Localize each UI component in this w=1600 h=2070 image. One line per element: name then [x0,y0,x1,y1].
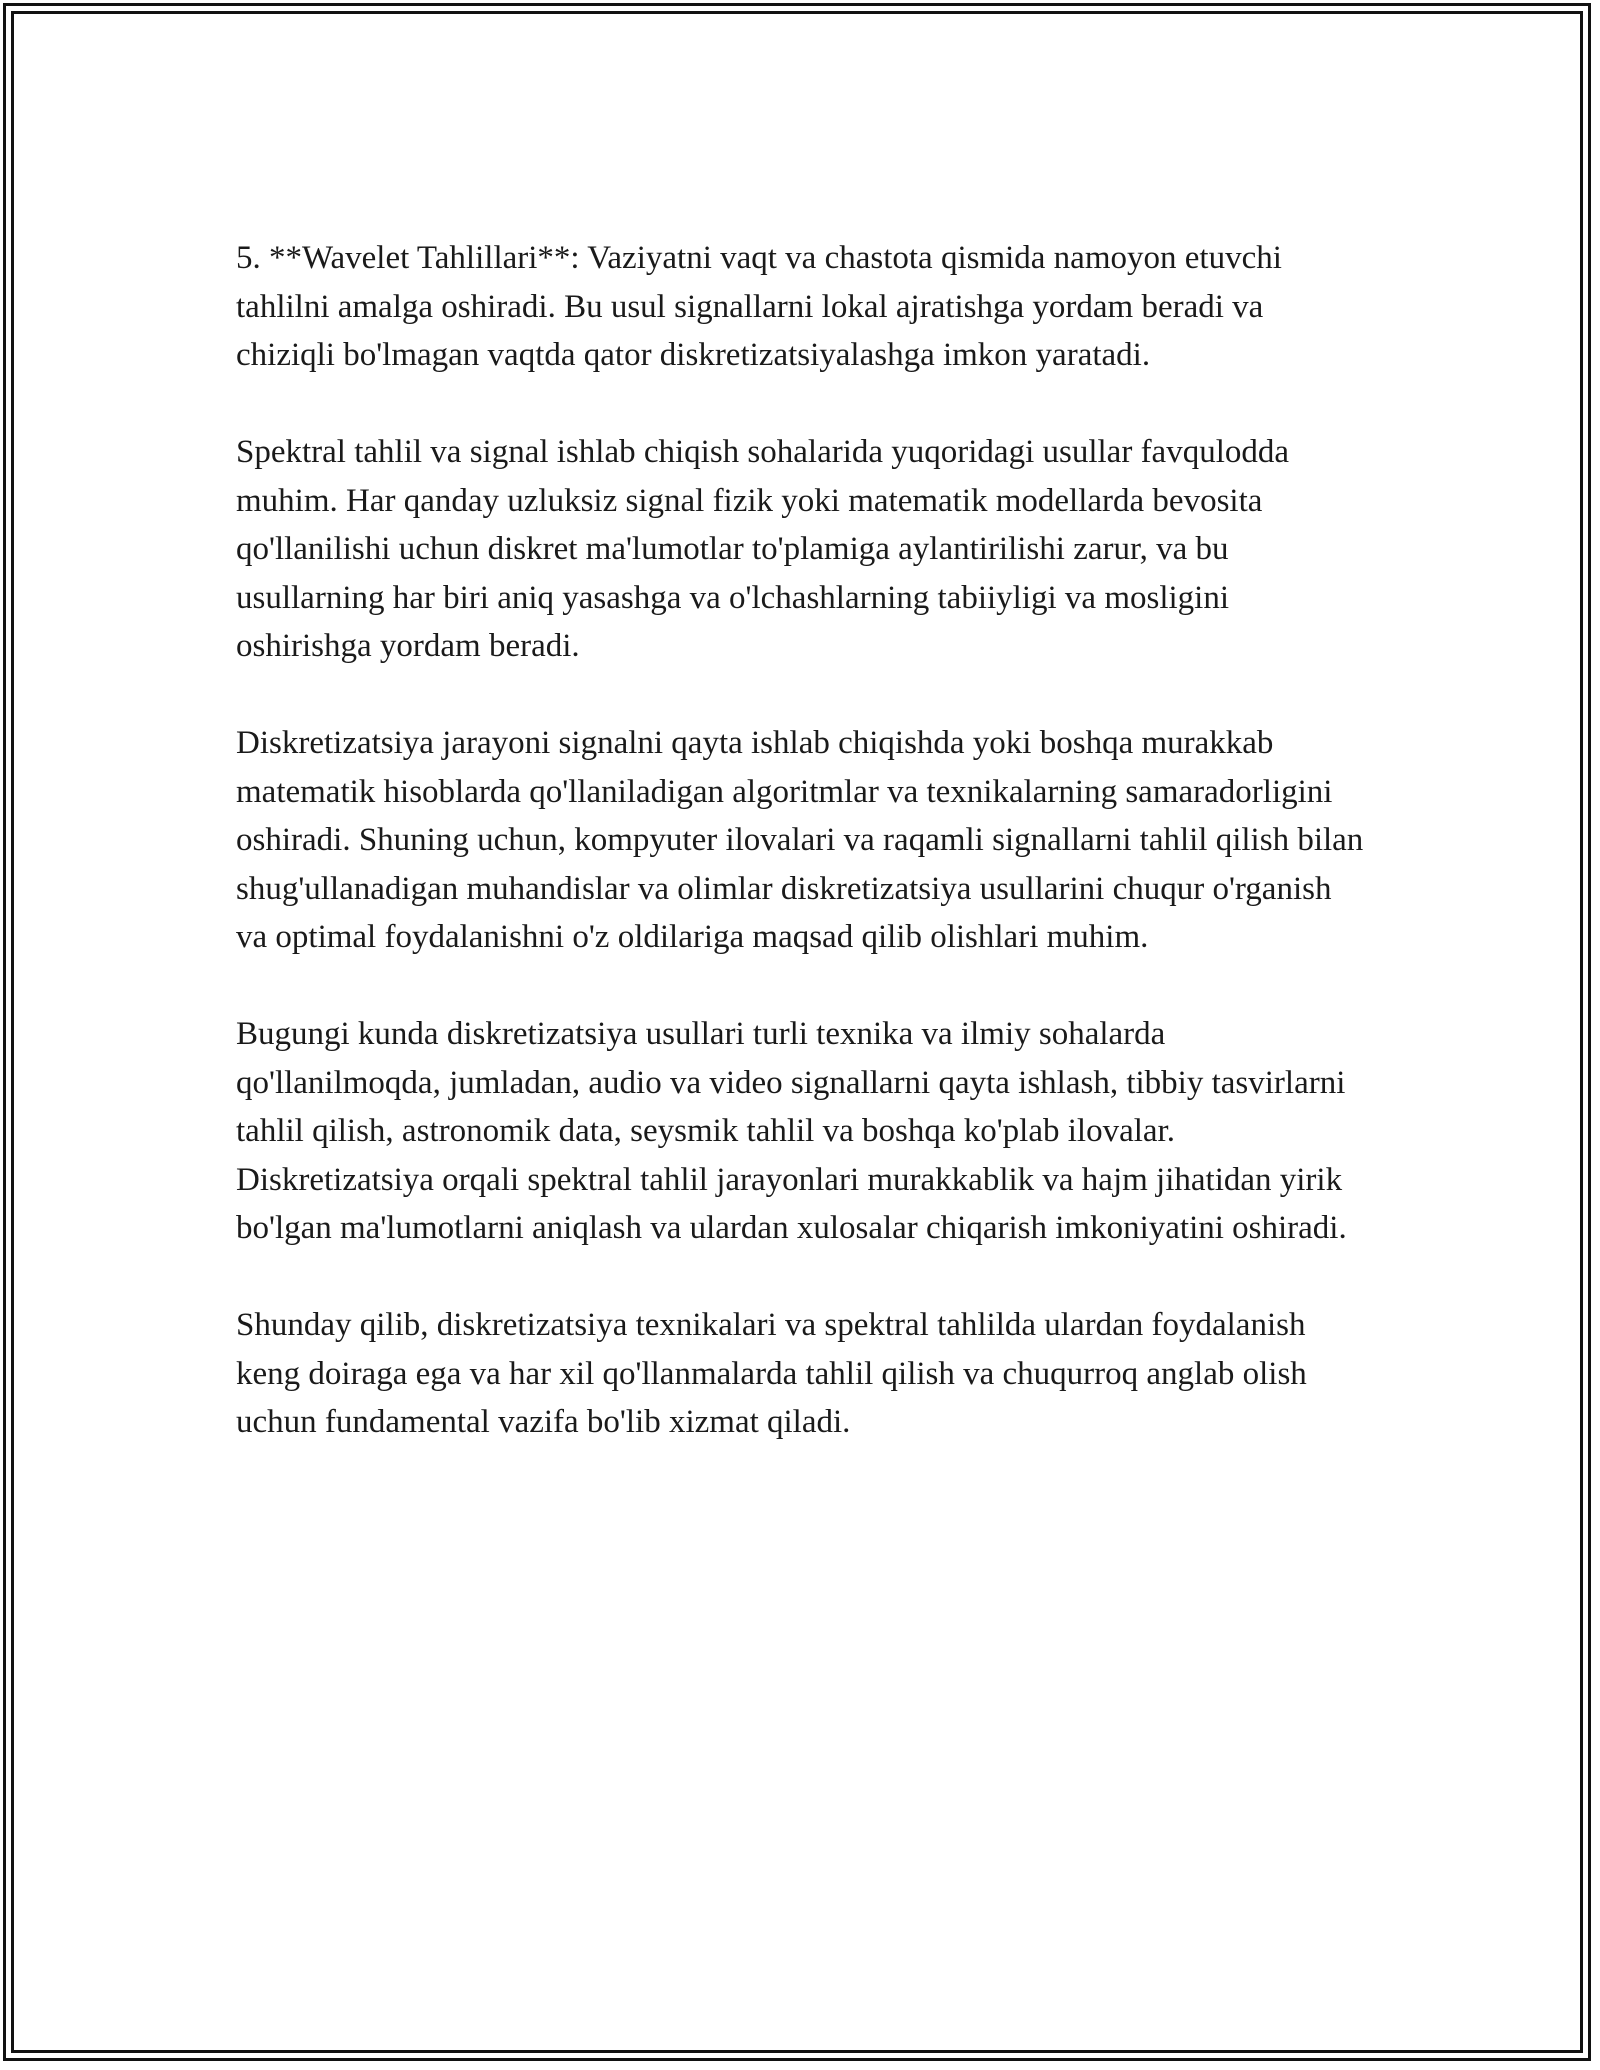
paragraph-discretization-process: Diskretizatsiya jarayoni signalni qayta ishlab chiqishda yoki boshqa murakkab matematik hisoblarda qo'llaniladigan algoritmlar va texnikalarning samaradorligini oshiradi. Shuning uchun, kompyuter ilovalari va raqamli signallarni tahlil qilish bilan shug'ullanadigan muhandislar va olimlar diskretizatsiya usullarini chuqur o'rganish va optimal foydalanishni o'z oldilariga maqsad qilib olishlari muhim. [236,725,1364,955]
paragraph-spectral-analysis: Spektral tahlil va signal ishlab chiqish sohalarida yuqoridagi usullar favqulodda muhim. Har qanday uzluksiz signal fizik yoki matematik modellarda bevosita qo'llanilishi uchun diskret ma'lumotlar to'plamiga aylantirilishi zarur, va bu usullarning har biri aniq yasashga va o'lchashlarning tabiiyligi va mosligini oshirishga yordam beradi. [236,434,1290,664]
document-body [236,234,1366,1495]
paragraph-wavelet-analysis: 5. **Wavelet Tahlillari**: Vaziyatni vaqt va chastota qismida namoyon etuvchi tahlilni amalga oshiradi. Bu usul signallarni lokal ajratishga yordam beradi va chiziqli bo'lmagan vaqtda qator diskretizatsiyalashga imkon yaratadi. [236,240,1282,373]
paragraph-conclusion: Shunday qilib, diskretizatsiya texnikalari va spektral tahlilda ulardan foydalanish keng doiraga ega va har xil qo'llanmalarda tahlil qilish va chuqurroq anglab olish uchun fundamental vazifa bo'lib xizmat qiladi. [236,1307,1307,1440]
paragraph-applications: Bugungi kunda diskretizatsiya usullari turli texnika va ilmiy sohalarda qo'llanilmoqda, jumladan, audio va video signallarni qayta ishlash, tibbiy tasvirlarni tahlil qilish, astronomik data, seysmik tahlil va boshqa ko'plab ilovalar. Diskretizatsiya orqali spektral tahlil jarayonlari murakkablik va hajm jihatidan yirik bo'lgan ma'lumotlarni aniqlash va ulardan xulosalar chiqarish imkoniyatini oshiradi. [236,1016,1347,1246]
